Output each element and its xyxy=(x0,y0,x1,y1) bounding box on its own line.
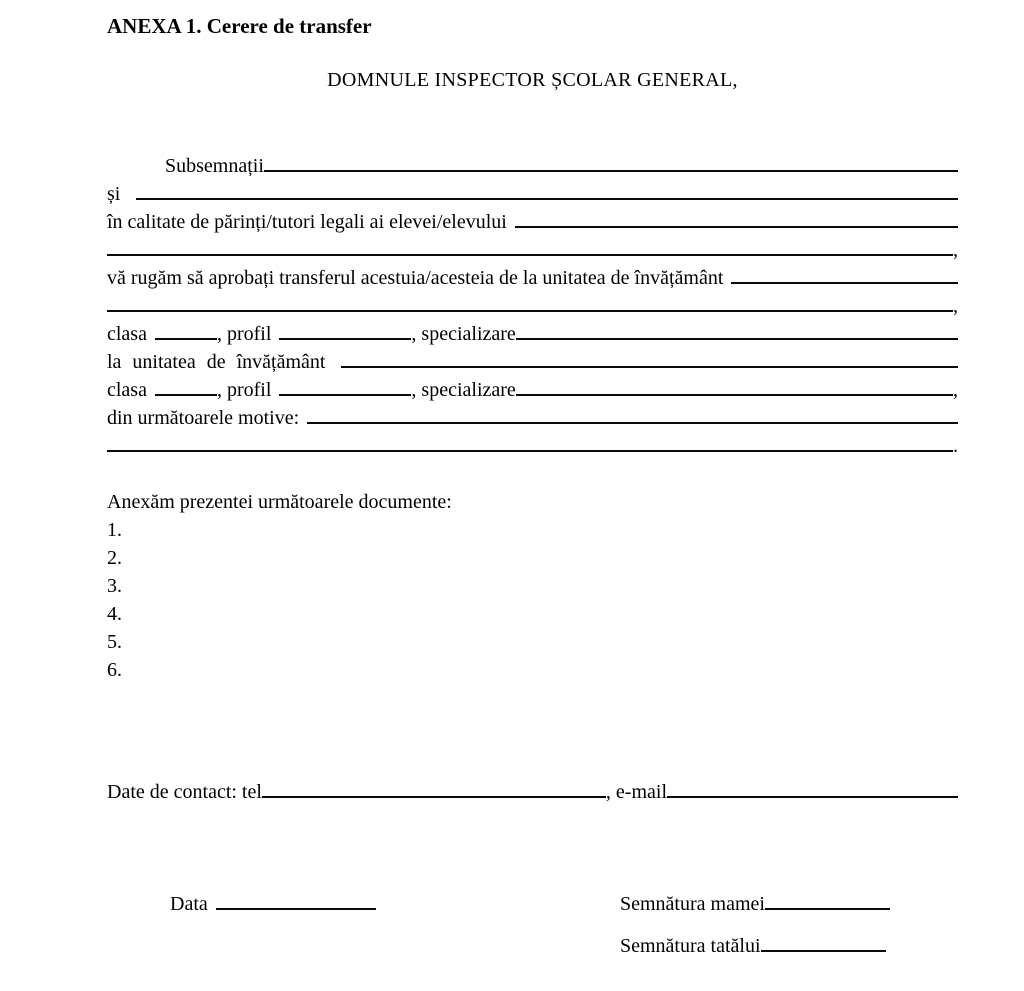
line-source-school-continuation xyxy=(107,292,958,320)
mother-signature-label: Semnătura mamei xyxy=(620,893,765,915)
line-subsemnatii xyxy=(107,152,958,180)
line-la-unitatea xyxy=(107,348,958,376)
profil-destination-blank xyxy=(279,390,411,396)
email-blank xyxy=(667,792,958,798)
parent1-name-blank xyxy=(264,166,958,172)
parent2-name-blank xyxy=(136,194,958,200)
comma-after-source-school: , xyxy=(953,295,958,317)
va-rugam-label: vă rugăm să aprobați transferul acestuia/acesteia de la unitatea de învățământ xyxy=(107,267,724,289)
father-signature-line xyxy=(620,932,958,960)
contact-line xyxy=(107,778,958,806)
line-va-rugam xyxy=(107,264,958,292)
comma-after-specializare: , xyxy=(953,379,958,401)
line-motive xyxy=(107,404,958,432)
motive-blank xyxy=(307,418,958,424)
specializare-source-blank xyxy=(516,334,958,340)
contact-email-label: , e-mail xyxy=(605,781,668,803)
annex-title: ANEXA 1. Cerere de transfer xyxy=(107,14,372,38)
signatures-column xyxy=(620,890,958,960)
date-blank xyxy=(216,904,376,910)
motive-label: din următoarele motive: xyxy=(107,407,300,429)
calitate-label: în calitate de părinți/tutori legali ai elevei/elevului xyxy=(107,211,507,233)
line-motive-continuation xyxy=(107,432,958,460)
profil-source-label: , profil xyxy=(216,323,272,345)
specializare-destination-blank xyxy=(516,390,953,396)
line-clasa-source xyxy=(107,320,958,348)
source-school-continuation-blank xyxy=(107,306,953,312)
father-signature-label: Semnătura tatălui xyxy=(620,935,761,957)
mother-signature-line xyxy=(620,890,958,918)
destination-school-blank xyxy=(341,362,958,368)
request-body xyxy=(107,152,958,460)
attachment-item-1: 1. xyxy=(107,519,122,541)
subsemnatii-label: Subsemnații xyxy=(165,155,264,177)
student-name-blank xyxy=(515,222,958,228)
motive-continuation-blank xyxy=(107,446,953,452)
period-after-motive: . xyxy=(953,435,958,457)
specializare-destination-label: , specializare xyxy=(411,379,516,401)
profil-destination-label: , profil xyxy=(216,379,272,401)
attachment-item-5: 5. xyxy=(107,631,122,653)
attachments-heading: Anexăm prezentei următoarele documente: xyxy=(107,491,452,513)
date-line xyxy=(170,890,376,918)
attachment-item-6: 6. xyxy=(107,659,122,681)
father-signature-blank xyxy=(761,946,886,952)
tel-blank xyxy=(262,792,606,798)
mother-signature-blank xyxy=(765,904,890,910)
date-label: Data xyxy=(170,893,208,915)
attachments-section xyxy=(107,488,958,684)
line-si xyxy=(107,180,958,208)
contact-tel-label: Date de contact: tel xyxy=(107,781,262,803)
attachment-item-4: 4. xyxy=(107,603,122,625)
addressee-heading: DOMNULE INSPECTOR ȘCOLAR GENERAL, xyxy=(327,69,738,91)
clasa-source-blank xyxy=(155,334,217,340)
line-clasa-destination xyxy=(107,376,958,404)
line-calitate xyxy=(107,208,958,236)
student-name-continuation-blank xyxy=(107,250,953,256)
la-unitatea-label: la unitatea de învățământ xyxy=(107,351,326,373)
line-student-name-continuation xyxy=(107,236,958,264)
clasa-destination-label: clasa xyxy=(107,379,147,401)
clasa-destination-blank xyxy=(155,390,217,396)
attachment-item-3: 3. xyxy=(107,575,122,597)
profil-source-blank xyxy=(279,334,411,340)
clasa-source-label: clasa xyxy=(107,323,147,345)
specializare-source-label: , specializare xyxy=(411,323,516,345)
attachment-item-2: 2. xyxy=(107,547,122,569)
signature-section xyxy=(107,890,958,960)
comma-after-student-name: , xyxy=(953,239,958,261)
source-school-blank xyxy=(731,278,958,284)
si-label: și xyxy=(107,183,121,205)
